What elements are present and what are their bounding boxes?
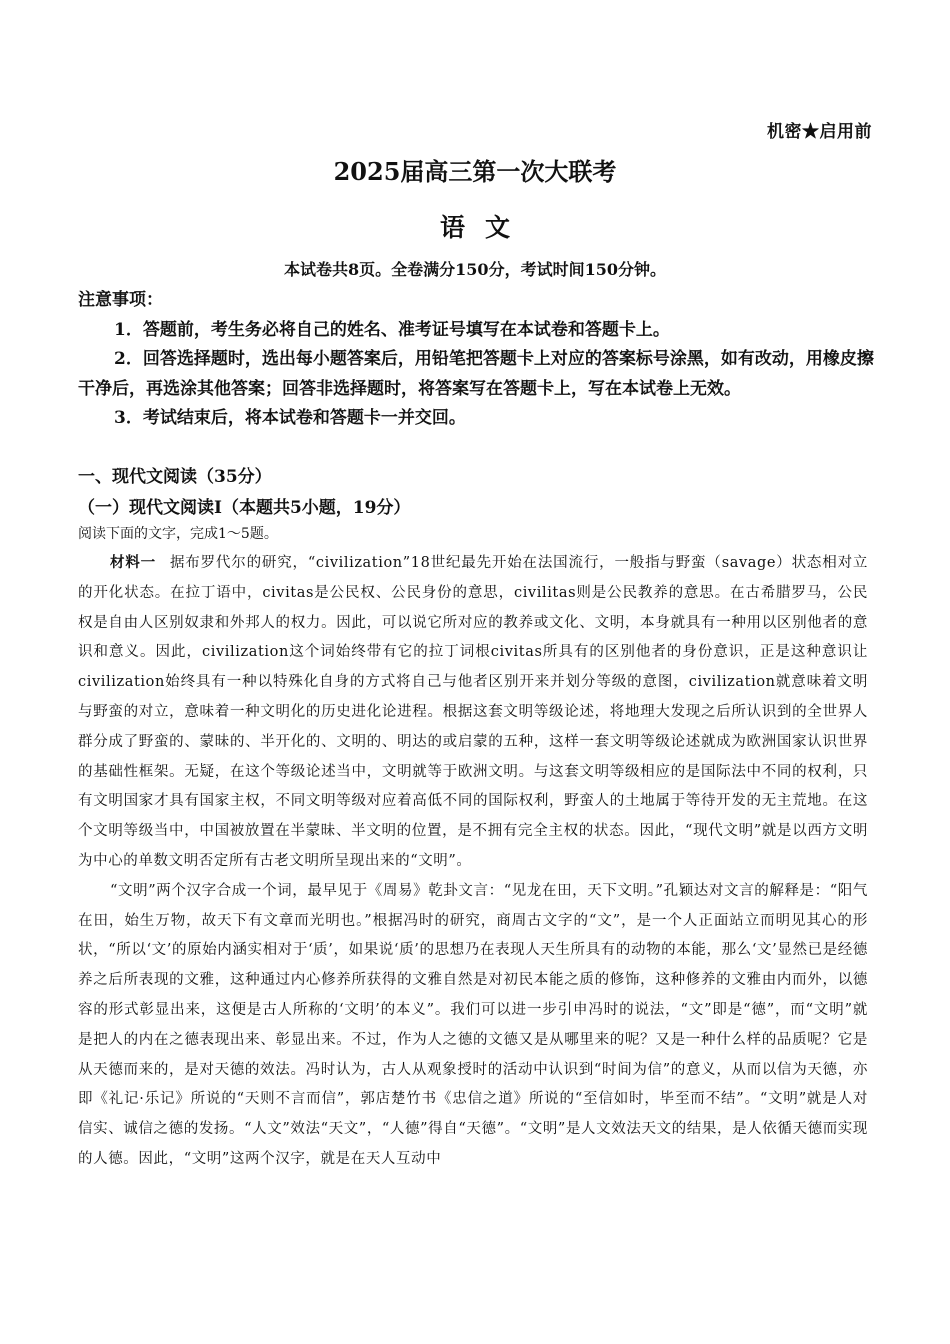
secret-mark: 机密★启用前 <box>767 122 872 142</box>
note-item-2: 2．回答选择题时，选出每小题答案后，用铅笔把答题卡上对应的答案标号涂黑，如有改动，用橡皮擦干净后，再选涂其他答案；回答非选择题时，将答案写在答题卡上，写在本试卷上无效。 <box>78 349 874 399</box>
exam-title: 2025届高三第一次大联考 <box>333 157 617 186</box>
notes-heading: 注意事项： <box>78 290 163 310</box>
paragraph-1-text: 据布罗代尔的研究，“civilization”18世纪最先开始在法国流行，一般指与野蛮（savage）状态相对立的开化状态。在拉丁语中，civitas是公民权、公民身份的意思，civilitas则是公民教养的意思。在古希腊罗马，公民权是自由人区别奴隶和外邦人的权力。因此，可以说它所对应的教养或文化、文明，本身就具有一种用以区别他者的意识和意义。因此，civilization这个词始终带有它的拉丁词根civitas所具有的区别他者的身份意识，正是这种意识让civilization始终具有一种以特殊化自身的方式将自己与他者区别开来并划分等级的意图，civilization就意味着文明与野蛮的对立，意味着一种文明化的历史进化论进程。根据这套文明等级论述，将地理大发现之后所认识到的全世界人群分成了野蛮的、蒙昧的、半开化的、文明的、明达的或启蒙的五种，这样一套文明等级论述就成为欧洲国家认识世界的基础性框架。无疑，在这个等级论述当中，文明就等于欧洲文明。与这套文明等级相应的是国际法中不同的权利，只有文明国家才具有国家主权，不同文明等级对应着高低不同的国际权利，野蛮人的土地属于等待开发的无主荒地。在这个文明等级当中，中国被放置在半蒙昧、半文明的位置，是不拥有完全主权的状态。因此，“现代文明”就是以西方文明为中心的单数文明否定所有古老文明所呈现出来的“文明”。 <box>78 555 868 869</box>
note-item-3: 3．考试结束后，将本试卷和答题卡一并交回。 <box>114 408 466 428</box>
notes-block <box>78 286 888 434</box>
passage-paragraph-1 <box>78 548 868 877</box>
reading-instruction: 阅读下面的文字，完成1～5题。 <box>78 526 278 542</box>
section-subtitle: （一）现代文阅读Ⅰ（本题共5小题，19分） <box>78 498 411 518</box>
exam-info: 本试卷共8页。全卷满分150分，考试时间150分钟。 <box>284 260 666 279</box>
reading-passage <box>78 548 868 1175</box>
material-label: 材料一 <box>110 554 156 571</box>
note-item-1: 1．答题前，考生务必将自己的姓名、准考证号填写在本试卷和答题卡上。 <box>114 319 670 340</box>
subject-title: 语文 <box>439 213 530 242</box>
passage-paragraph-2: “文明”两个汉字合成一个词，最早见于《周易》乾卦文言：“见龙在田，天下文明。”孔颖达对文言的解释是：“阳气在田，始生万物，故天下有文章而光明也。”根据冯时的研究，商周古文字的“文”，是一个人正面站立而明见其心的形状，“所以‘文’的原始内涵实相对于‘质’，如果说‘质’的思想乃在表现人天生所具有的动物的本能，那么‘文’显然已是经德养之后所表现的文雅，这种通过内心修养所获得的文雅自然是对初民本能之质的修饰，这种修养的文雅由内而外，以德容的形式彰显出来，这便是古人所称的‘文明’的本义”。我们可以进一步引申冯时的说法，“文”即是“德”，而“文明”就是把人的内在之德表现出来、彰显出来。不过，作为人之德的文德又是从哪里来的呢？又是一种什么样的品质呢？它是从天德而来的，是对天德的效法。冯时认为，古人从观象授时的活动中认识到“时间为信”的意义，从而以信为天德，亦即《礼记·乐记》所说的“天则不言而信”，郭店楚竹书《忠信之道》所说的“至信如时，毕至而不结”。“文明”就是人对信实、诚信之德的发扬。“人文”效法“天文”，“人德”得自“天德”。“文明”是人文效法天文的结果，是人依循天德而实现的人德。因此，“文明”这两个汉字，就是在天人互动中 <box>78 882 868 1167</box>
section-title: 一、现代文阅读（35分） <box>78 467 272 487</box>
